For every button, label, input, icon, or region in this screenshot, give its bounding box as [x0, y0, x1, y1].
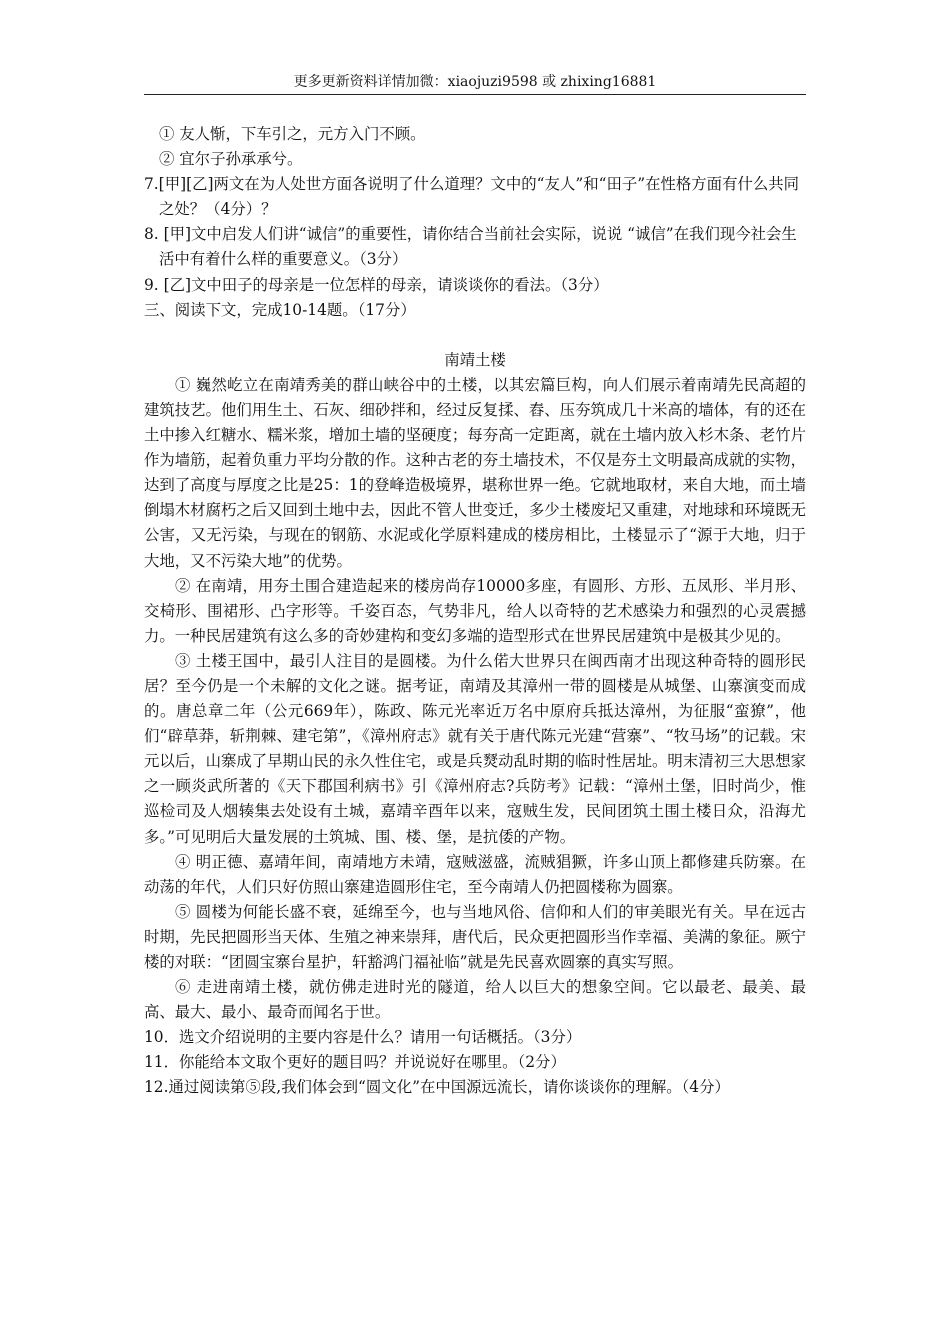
question-7: 7.[甲][乙]两文在为人处世方面各说明了什么道理？文中的“友人”和“田子”在性格方面有什么共同之处？（4分）？: [144, 175, 800, 219]
question-10: 10．选文介绍说明的主要内容是什么？请用一句话概括。（3分）: [144, 1028, 582, 1047]
sentence-item-1: ① 友人惭，下车引之，元方入门不顾。: [159, 125, 426, 143]
question-12: 12.通过阅读第⑤段,我们体会到“圆文化”在中国源远流长，请你谈谈你的理解。（4分）: [144, 1078, 730, 1097]
question-8: 8. [甲]文中启发人们讲“诚信”的重要性，请你结合当前社会实际，说说 “诚信”在我们现今社会生活中有着什么样的重要意义。（3分）: [144, 225, 797, 269]
header-divider: [144, 94, 806, 95]
article-paragraph-6: ⑥ 走进南靖土楼，就仿佛走进时光的隧道，给人以巨大的想象空间。它以最老、最美、最高、最大、最小、最奇而闻名于世。: [144, 978, 806, 1022]
article-paragraph-1: ① 巍然屹立在南靖秀美的群山峡谷中的土楼，以其宏篇巨构，向人们展示着南靖先民高超的建筑技艺。他们用生土、石灰、细砂拌和，经过反复揉、舂、压夯筑成几十米高的墙体，有的还在土中掺入红糖水、糯米浆，增加土墙的坚硬度；每夯高一定距离，就在土墙内放入杉木条、老竹片作为墙筋，起着负重力平均分散的作。这种古老的夯土墙技术，不仅是夯土文明最高成就的实物，达到了高度与厚度之比是25：1的登峰造极境界，堪称世界一绝。它就地取材，来自大地，而土墙倒塌木材腐朽之后又回到土地中去，因此不管人世变迁，多少土楼废圮又重建，对地球和环境既无公害，又无污染，与现在的钢筋、水泥或化学原料建成的楼房相比，土楼显示了“源于大地，归于大地，又不污染大地”的优势。: [144, 375, 806, 570]
article-paragraph-2: ② 在南靖，用夯土围合建造起来的楼房尚存10000多座，有圆形、方形、五凤形、半月形、交椅形、围裙形、凸字形等。千姿百态，气势非凡，给人以奇特的艺术感染力和强烈的心灵震撼力。一种民居建筑有这么多的奇妙建构和变幻多端的造型形式在世界民居建筑中是极其少见的。: [144, 576, 806, 645]
question-9: 9. [乙]文中田子的母亲是一位怎样的母亲，请谈谈你的看法。（3分）: [144, 275, 609, 294]
article-paragraph-3: ③ 土楼王国中，最引人注目的是圆楼。为什么偌大世界只在闽西南才出现这种奇特的圆形民居？至今仍是一个未解的文化之谜。据考证，南靖及其漳州一带的圆楼是从城堡、山寨演变而成的。唐总章二年（公元669年），陈政、陈元光率近万名中原府兵抵达漳州，为征服“蛮獠”，他们“辟草莽，斩荆棘、建宅第”，《漳州府志》就有关于唐代陈元光建“营寨”、“牧马场”的记载。宋元以后，山寨成了早期山民的永久性住宅，或是兵燹动乱时期的临时性居址。明末清初三大思想家之一顾炎武所著的《天下郡国利病书》引《漳州府志?兵防考》记载：“漳州土堡，旧时尚少，惟巡检司及人烟辏集去处设有土城，嘉靖辛酉年以来，寇贼生发，民间团筑土围土楼日众，沿海尤多。”可见明后大量发展的土筑城、围、楼、堡，是抗倭的产物。: [144, 651, 806, 846]
article-paragraph-5: ⑤ 圆楼为何能长盛不衰，延绵至今，也与当地风俗、信仰和人们的审美眼光有关。早在远古时期，先民把圆形当天体、生殖之神来崇拜，唐代后，民众更把圆形当作幸福、美满的象征。厥宁楼的对联：“团圆宝寨台星护，轩豁鸿门福祉临”就是先民喜欢圆寨的真实写照。: [144, 902, 806, 971]
page-header: 更多更新资料详情加微：xiaojuzi9598 或 zhixing16881: [293, 74, 657, 90]
section-3-heading: 三、阅读下文，完成10-14题。（17分）: [144, 300, 416, 319]
question-11: 11．你能给本文取个更好的题目吗？并说说好在哪里。（2分）: [144, 1053, 566, 1072]
article-title: 南靖土楼: [444, 350, 506, 369]
article-paragraph-4: ④ 明正德、嘉靖年间，南靖地方未靖，寇贼滋盛，流贼猖獗，许多山顶上都修建兵防寨。在动荡的年代，人们只好仿照山寨建造圆形住宅，至今南靖人仍把圆楼称为圆寨。: [144, 852, 806, 896]
document-body: [144, 122, 806, 1101]
sentence-item-2: ② 宜尔子孙承承兮。: [159, 150, 303, 169]
